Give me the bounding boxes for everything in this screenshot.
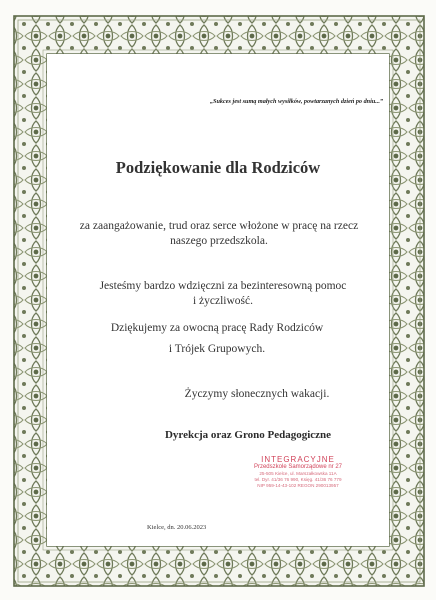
certificate-title: Podziękowanie dla Rodziców [115,158,321,177]
paragraph-line: naszego przedszkola. [170,235,268,247]
paragraph-thanks [63,279,383,309]
certificate-content [47,54,389,546]
wishes-text: Życzymy słonecznych wakacji. [184,388,330,400]
paragraph-line: i życzliwość. [192,295,254,307]
institution-stamp [223,455,373,505]
place-date: Kielce, dn. 20.06.2023 [147,524,207,531]
stamp-line: 25-505 Kielce, ul. Marszałkowska 11A [259,471,337,476]
paragraph-council [67,318,367,360]
paragraph-line: Dziękujemy za owocną pracę Rady Rodziców [110,322,324,334]
paragraph-line: Jesteśmy bardzo wdzięczni za bezinteresowną pomoc [99,280,347,292]
paragraph-gratitude [59,219,379,249]
stamp-line: tel. Dyr. 41/36 76 990, Księg. 41/36 76 779 [254,477,342,482]
signature-text: Dyrekcja oraz Grono Pedagogiczne [164,429,332,441]
stamp-line: INTEGRACYJNE [261,455,335,464]
motto-quote: „Sukces jest sumą małych wysiłków, powtarzanych dzień po dniu...” [209,98,383,105]
paragraph-line: za zaangażowanie, trud oraz serce włożone w pracę na rzecz [79,220,359,232]
stamp-line: NIP 959-14-43-102 REGON 290013957 [257,483,339,488]
paragraph-line: i Trójek Grupowych. [168,343,266,355]
stamp-line: Przedszkole Samorządowe nr 27 [253,464,343,470]
